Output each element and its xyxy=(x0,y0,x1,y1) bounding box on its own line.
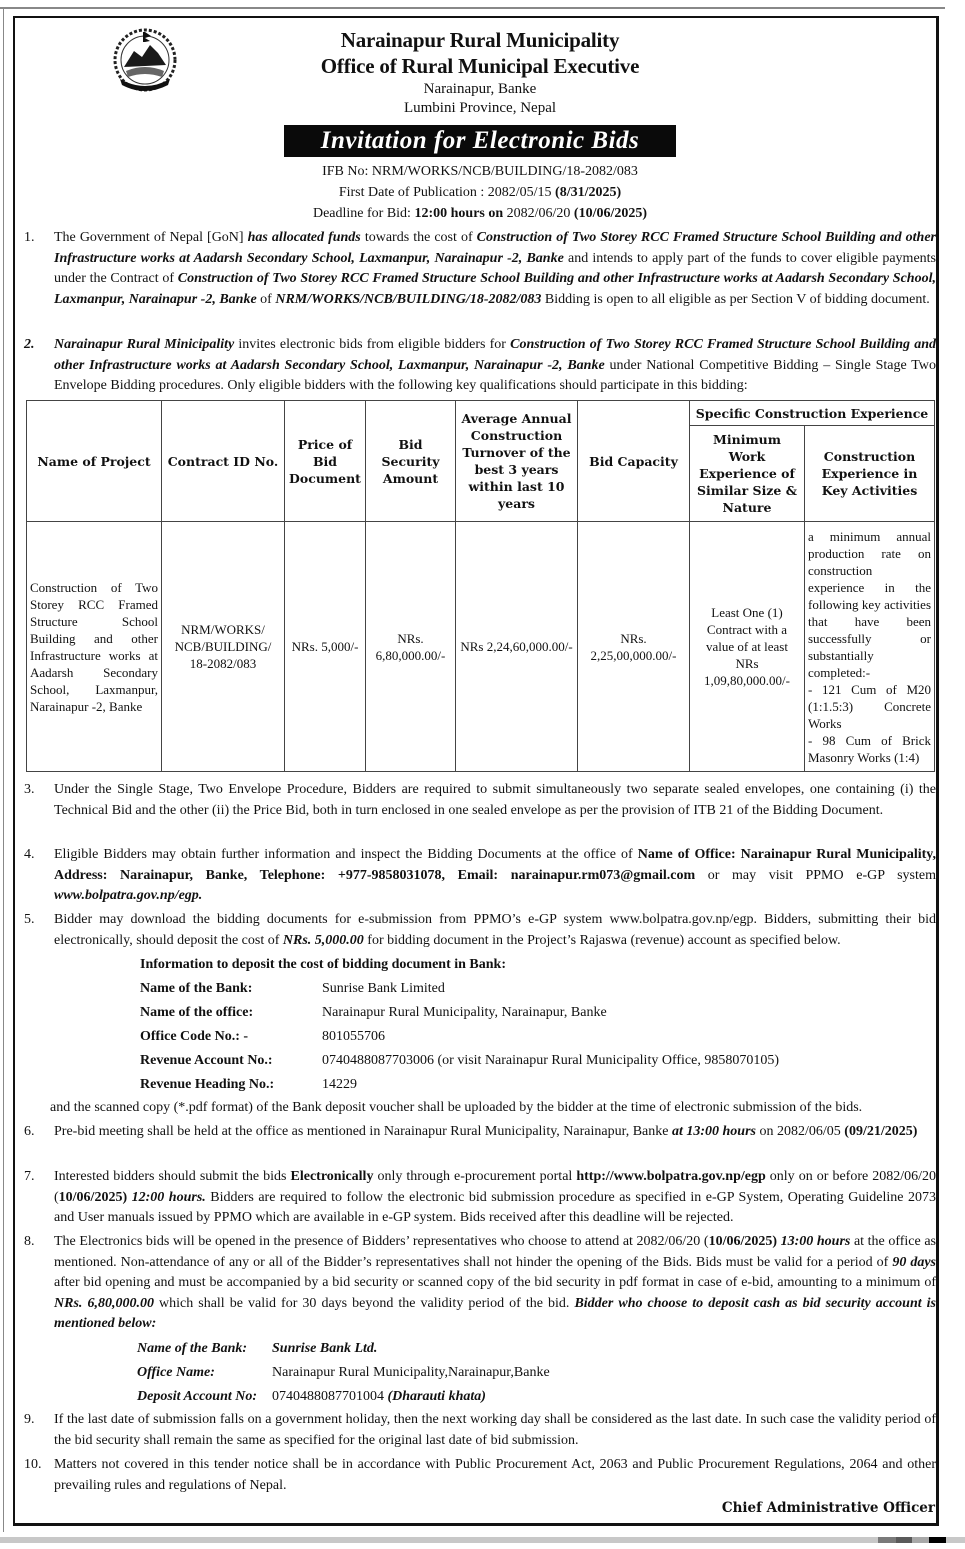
clause-text: which shall be valid for 30 days beyond the validity period of the bid. xyxy=(153,1295,575,1311)
clause-3 xyxy=(24,780,936,821)
notice-title-banner: Invitation for Electronic Bids xyxy=(284,125,676,157)
deposit-bank-name-value: Sunrise Bank Ltd. xyxy=(272,1341,378,1356)
scrollbar-segment xyxy=(912,1537,929,1543)
clause-emphasis: Narainapur Rural Minicipality xyxy=(54,337,235,352)
clause-number: 7. xyxy=(24,1169,35,1184)
nepal-emblem-icon xyxy=(112,27,178,93)
office-code-label: Office Code No.: - xyxy=(140,1029,249,1044)
publication-date xyxy=(200,184,760,202)
prebid-date-bs: on 2082/06/05 xyxy=(756,1124,845,1139)
clause-text: only on or before 2082/06/20 ( xyxy=(54,1169,936,1205)
egp-portal-link[interactable]: http://www.bolpatra.gov.np/egp xyxy=(576,1169,766,1184)
cell-avg-turnover: NRs 2,24,60,000.00/- xyxy=(456,522,578,772)
deposit-office-name-value: Narainapur Rural Municipality,Narainapur,Banke xyxy=(272,1365,550,1380)
publication-date-ad: (8/31/2025) xyxy=(555,185,622,200)
clause-number: 5. xyxy=(24,912,35,927)
clause-text: under National Competitive Bidding – Single Stage Two Envelope Bidding procedures. Only eligible bidders with the following key qualifications should participate in this bidding: xyxy=(54,357,936,394)
deadline-date-bs: 2082/06/20 xyxy=(503,206,574,221)
publication-label: First Date of Publication : xyxy=(338,185,488,200)
bid-deadline xyxy=(200,205,760,223)
clause-text: towards the cost of xyxy=(360,230,477,245)
header-contract-id: Contract ID No. xyxy=(162,401,285,522)
clause-2 xyxy=(24,335,936,397)
prebid-time: at 13:00 hours xyxy=(671,1124,756,1139)
deposit-bank-name-label: Name of the Bank: xyxy=(137,1341,248,1356)
contract-id: NRM/WORKS/NCB/BUILDING/18-2082/083 xyxy=(275,291,542,307)
office-name: Office of Rural Municipal Executive xyxy=(320,54,640,78)
clause-text: The Electronics bids will be opened in the presence of Bidders’ representatives who choose to attend at 2082/06/20 ( xyxy=(54,1234,709,1249)
office-name-value: Narainapur Rural Municipality, Narainapur, Banke xyxy=(322,1005,607,1020)
clause-text: If the last date of submission falls on a government holiday, then the next working day shall be considered as the last date. In such case the validity period of the bid security shall remain the same as specified for the original last date of bid submission. xyxy=(54,1412,936,1448)
clause-text: Interested bidders should submit the bids xyxy=(54,1169,291,1184)
ifb-value: NRM/WORKS/NCB/BUILDING/18-2082/083 xyxy=(371,164,638,179)
revenue-heading-label: Revenue Heading No.: xyxy=(140,1077,275,1092)
table-row xyxy=(27,522,935,772)
clause-text: The Government of Nepal [GoN] xyxy=(54,230,248,245)
project-name: Construction of Two Storey RCC Framed Structure School Building and other Infrastructure works at Aadarsh Secondary School, Laxmanpur, Narainapur -2, Banke xyxy=(54,271,936,307)
clause-5 xyxy=(24,910,936,951)
page-scrollbar[interactable] xyxy=(0,1537,965,1543)
clause-text: and intends to apply part of the funds to cover eligible payments under the Contract of xyxy=(54,250,937,287)
clause-text: of xyxy=(256,291,276,307)
clause-emphasis: has allocated funds xyxy=(247,230,361,245)
header-name-of-project: Name of Project xyxy=(27,401,162,522)
municipality-name: Narainapur Rural Municipality xyxy=(340,28,620,52)
revenue-bank-details xyxy=(140,953,930,1098)
clause-text: Pre-bid meeting shall be held at the office as mentioned in Narainapur Rural Municipality, Narainapur, Banke xyxy=(54,1124,672,1139)
header-price-of-bid-document: Price of Bid Document xyxy=(285,401,366,522)
cell-key-activities xyxy=(805,522,935,772)
clause-text: Bidders are required to follow the electronic bid submission procedure as specified in e-GP System, Operating Guideline 2073 and User manuals issued by PPMO which are available in e-GP system. Bids received after this deadline will be rejected. xyxy=(54,1189,936,1226)
ifb-number xyxy=(200,163,760,181)
deadline-label: Deadline for Bid: xyxy=(312,206,415,221)
egp-link[interactable]: www.bolpatra.gov.np/egp. xyxy=(54,888,203,904)
clause-number: 2. xyxy=(24,337,35,352)
publication-date-bs: 2082/05/15 xyxy=(487,185,556,200)
address-line-2: Lumbini Province, Nepal xyxy=(403,100,557,116)
cell-bid-security: NRs. 6,80,000.00/- xyxy=(366,522,456,772)
header-key-activities: Construction Experience in Key Activities xyxy=(805,426,935,522)
bank-name-label: Name of the Bank: xyxy=(140,981,253,996)
deposit-account-label: Deposit Account No: xyxy=(137,1389,258,1404)
clause-emphasis: Electronically xyxy=(290,1169,374,1184)
clause-number: 10. xyxy=(24,1457,42,1472)
clause-text: Under the Single Stage, Two Envelope Procedure, Bidders are required to submit simultaneously two separate sealed envelopes, one containing (i) the Technical Bid and the other (ii) the Price Bid, both in turn enclosed in one sealed envelope as per the provision of ITB 21 of the Bidding Document. xyxy=(54,782,936,818)
clause-number: 6. xyxy=(24,1124,35,1139)
clause-4 xyxy=(24,845,936,907)
bank-name-value: Sunrise Bank Limited xyxy=(322,981,445,996)
deposit-bank-details xyxy=(137,1337,927,1409)
header-min-work-experience: Minimum Work Experience of Similar Size & Nature xyxy=(690,426,805,522)
project-name: Construction of Two Storey RCC Framed Structure School Building and other Infrastructure works at Aadarsh Secondary School, Laxmanpur, Narainapur -2, Banke xyxy=(54,337,936,373)
prebid-date-ad: (09/21/2025) xyxy=(844,1124,918,1139)
header-specific-experience: Specific Construction Experience xyxy=(690,401,935,426)
clause-9 xyxy=(24,1410,936,1451)
clause-text: Matters not covered in this tender notice shall be in accordance with Public Procurement Act, 2063 and Public Procurement Regulations, 2064 and other prevailing rules and regulations of Nepal. xyxy=(54,1457,936,1493)
deposit-office-name-label: Office Name: xyxy=(137,1365,215,1380)
clause-5-followup: and the scanned copy (*.pdf format) of the Bank deposit voucher shall be uploaded by the bidder at the time of electronic submission of the bids. xyxy=(50,1100,863,1115)
scrollbar-thumb[interactable] xyxy=(929,1537,946,1543)
office-code-value: 801055706 xyxy=(322,1029,385,1044)
clause-10 xyxy=(24,1455,936,1496)
clause-emphasis: Bidder who choose to deposit cash as bid security account is mentioned below: xyxy=(54,1295,937,1332)
scan-left-edge xyxy=(3,7,4,1532)
clause-text: invites electronic bids from eligible bidders for xyxy=(234,337,511,352)
signatory: Chief Administrative Officer xyxy=(721,1500,935,1516)
address-line-1: Narainapur, Banke xyxy=(423,81,537,97)
office-contact-info: Name of Office: Narainapur Rural Municipality, Address: Narainapur, Banke, Telephone: +977-9858031078, Email: narainapur.rm073@gmail.com xyxy=(54,847,936,883)
clause-number: 8. xyxy=(24,1234,35,1249)
key-activity-item: - 121 Cum of M20 (1:1.5:3) Concrete Works xyxy=(808,681,932,731)
clause-7 xyxy=(24,1167,936,1229)
deadline-time: 12:00 hours on xyxy=(414,206,504,221)
qualification-table xyxy=(26,400,935,772)
clause-text: Bidder may download the bidding documents for e-submission from PPMO’s e-GP system www.bolpatra.gov.np/egp. Bidders, submitting their bid electronically, should deposit the cost of xyxy=(54,912,936,948)
key-activities-intro: a minimum annual production rate on construction experience in the following key activities that have been successfully or substantially completed:- xyxy=(808,528,932,680)
project-name: Construction of Two Storey RCC Framed Structure School Building and other Infrastructure works at Aadarsh Secondary School, Laxmanpur, Narainapur -2, Banke xyxy=(54,230,936,266)
cell-bid-capacity: NRs. 2,25,00,000.00/- xyxy=(578,522,690,772)
clause-text: Eligible Bidders may obtain further information and inspect the Bidding Documents at the office of xyxy=(54,847,638,862)
clause-text: only through e-procurement portal xyxy=(373,1169,577,1184)
opening-time: 13:00 hours xyxy=(777,1234,851,1249)
scrollbar-segment xyxy=(896,1537,912,1543)
clause-text: or may visit PPMO e-GP system xyxy=(695,867,937,883)
revenue-account-value: 0740488087703006 (or visit Narainapur Rural Municipality Office, 9858070105) xyxy=(322,1053,779,1068)
deposit-account-value xyxy=(272,1385,486,1409)
submission-date-ad: 10/06/2025) xyxy=(58,1189,128,1205)
cell-price-of-bid-document: NRs. 5,000/- xyxy=(285,522,366,772)
deposit-account-number: 0740488087701004 xyxy=(272,1389,384,1404)
scrollbar-segment xyxy=(878,1537,896,1543)
revenue-account-label: Revenue Account No.: xyxy=(140,1053,273,1068)
document-cost: NRs. 5,000.00 xyxy=(282,932,364,948)
key-activity-item: - 98 Cum of Brick Masonry Works (1:4) xyxy=(808,732,932,765)
header-bid-security: Bid Security Amount xyxy=(366,401,456,522)
header-avg-turnover: Average Annual Construction Turnover of the best 3 years within last 10 years xyxy=(456,401,578,522)
clause-number: 9. xyxy=(24,1412,35,1427)
office-name-label: Name of the office: xyxy=(140,1005,254,1020)
clause-8 xyxy=(24,1232,936,1335)
cell-name-of-project: Construction of Two Storey RCC Framed Structure School Building and other Infrastructure works at Aadarsh Secondary School, Laxmanpur, Narainapur -2, Banke xyxy=(27,522,162,772)
clause-number: 4. xyxy=(24,847,35,862)
bid-security-amount: NRs. 6,80,000.00 xyxy=(54,1295,154,1311)
clause-text: at the office as mentioned. Non-attendance of any or all of the Bidder’s representatives shall not hinder the opening of the Bids. Bids must be valid for a period of xyxy=(54,1234,936,1270)
clause-number: 1. xyxy=(24,230,35,245)
bank-info-heading: Information to deposit the cost of bidding document in Bank: xyxy=(140,957,506,972)
opening-date-ad: 10/06/2025) xyxy=(708,1234,778,1249)
scan-top-edge xyxy=(0,7,945,9)
deadline-date-ad: (10/06/2025) xyxy=(573,206,648,221)
revenue-heading-value: 14229 xyxy=(322,1077,357,1092)
validity-period: 90 days xyxy=(892,1254,936,1270)
submission-time: 12:00 hours. xyxy=(127,1189,206,1205)
header-bid-capacity: Bid Capacity xyxy=(578,401,690,522)
clause-text: Bidding is open to all eligible as per Section V of bidding document. xyxy=(541,291,930,307)
clause-1 xyxy=(24,228,936,310)
cell-contract-id: NRM/WORKS/ NCB/BUILDING/ 18-2082/083 xyxy=(162,522,285,772)
clause-text: after bid opening and must be accompanied by a bid security or scanned copy of the bid security in pdf format in case of e-bid, amounting to a minimum of xyxy=(54,1275,936,1291)
clause-text: for bidding document in the Project’s Rajaswa (revenue) account as specified below. xyxy=(363,932,841,948)
cell-min-work-experience: Least One (1) Contract with a value of at least NRs 1,09,80,000.00/- xyxy=(690,522,805,772)
ifb-label: IFB No: xyxy=(322,164,372,179)
deposit-account-note: (Dharauti khata) xyxy=(384,1389,486,1404)
clause-number: 3. xyxy=(24,782,35,797)
clause-6 xyxy=(24,1122,936,1143)
